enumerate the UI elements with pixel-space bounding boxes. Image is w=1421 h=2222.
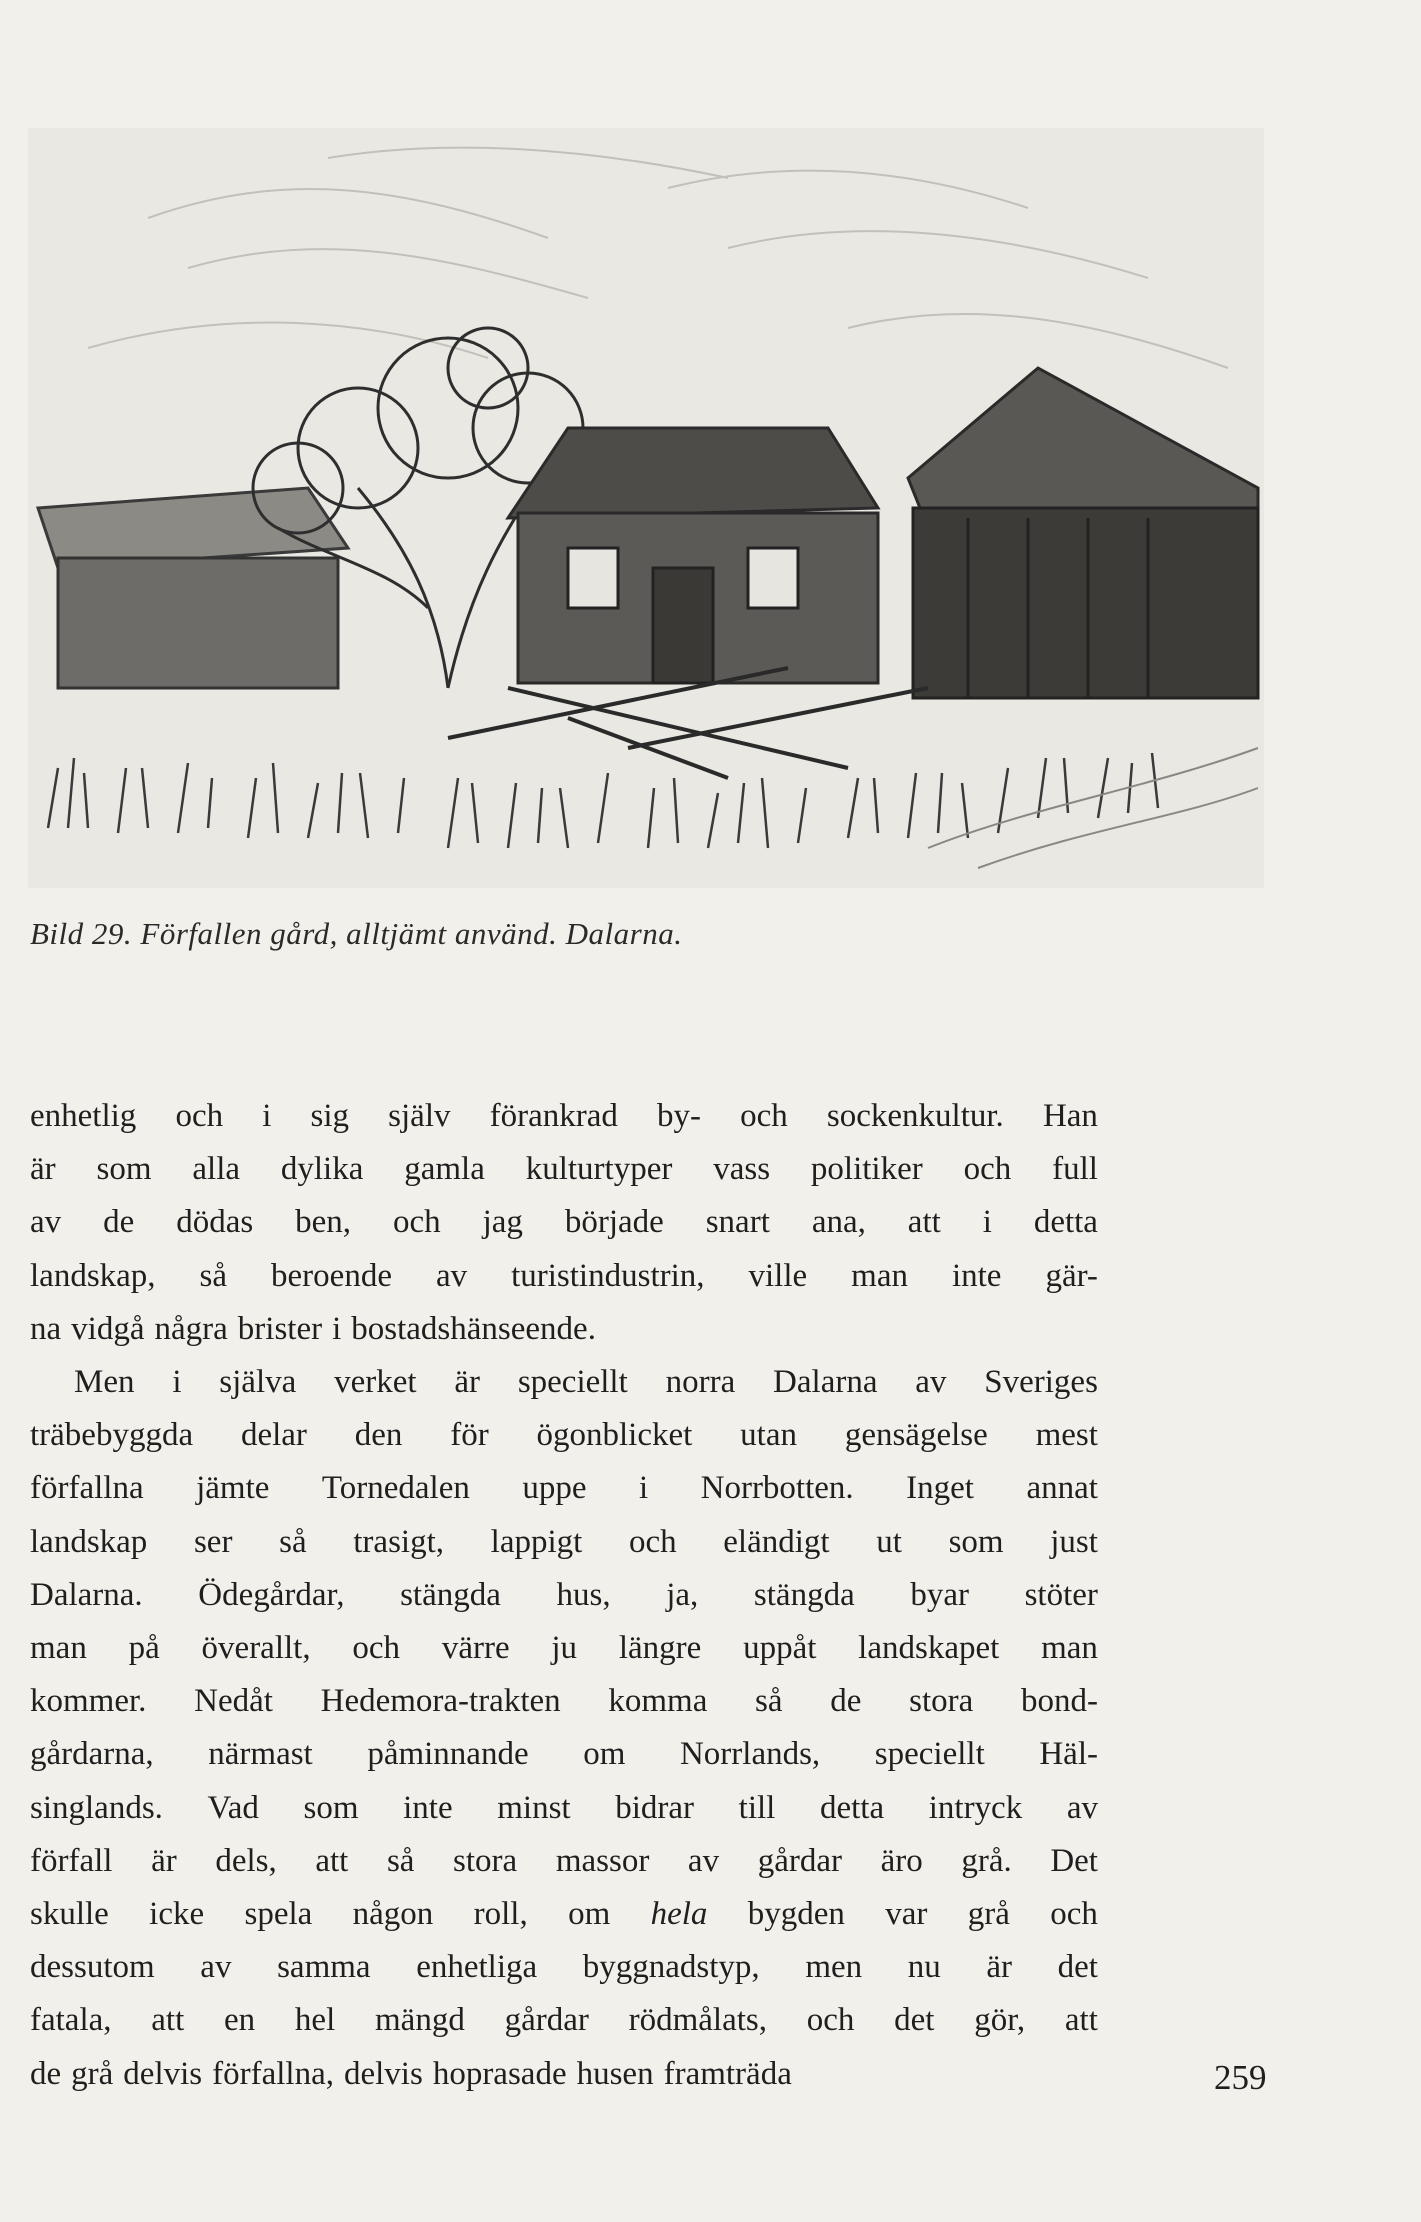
paragraph [30,1356,1098,2101]
text-line: är som alla dylika gamla kulturtyper vass politiker och full [30,1151,1098,1188]
text-line: enhetlig och i sig själv förankrad by- och sockenkultur. Han [30,1098,1098,1134]
pencil-drawing [28,128,1264,888]
text-line: Men i själva verket är speciellt norra Dalarna av Sveriges [74,1364,1098,1401]
text-line: dessutom av samma enhetliga byggnadstyp, men nu är det [30,1949,1098,1986]
text-line: förfall är dels, att så stora massor av gårdar äro grå. Det [30,1842,1098,1879]
text-line: Dalarna. Ödegårdar, stängda hus, ja, stängda byar stöter [30,1576,1098,1613]
text-line: singlands. Vad som inte minst bidrar till detta intryck av [30,1789,1098,1826]
text-line: na vidgå några brister i bostadshänseende. [30,1310,596,1347]
text-line: landskap, så beroende av turistindustrin, ville man inte gär- [30,1257,1098,1294]
text-line: av de dödas ben, och jag började snart ana, att i detta [30,1204,1098,1241]
text-line: de grå delvis förfallna, delvis hoprasade husen framträda [30,2055,792,2092]
text-line: gårdarna, närmast påminnande om Norrlands, speciellt Häl- [30,1736,1098,1773]
body-text [30,1090,1098,2101]
farm-sketch-illustration [28,128,1264,888]
text-line: förfallna jämte Tornedalen uppe i Norrbotten. Inget annat [30,1470,1098,1507]
text-line: träbebyggda delar den för ögonblicket utan gensägelse mest [30,1417,1098,1454]
page-number: 259 [1214,2058,1267,2097]
figure-caption: Bild 29. Förfallen gård, alltjämt använd. Dalarna. [30,916,683,951]
text-line: landskap ser så trasigt, lappigt och eländigt ut som just [30,1523,1098,1560]
text-line: fatala, att en hel mängd gårdar rödmålats, och det gör, att [30,2002,1098,2039]
text-line: kommer. Nedåt Hedemora-trakten komma så de stora bond- [30,1683,1098,1720]
text-line: skulle icke spela någon roll, om hela bygden var grå och [30,1896,1098,1933]
text-line: man på överallt, och värre ju längre uppåt landskapet man [30,1630,1098,1667]
paragraph [30,1090,1098,1356]
